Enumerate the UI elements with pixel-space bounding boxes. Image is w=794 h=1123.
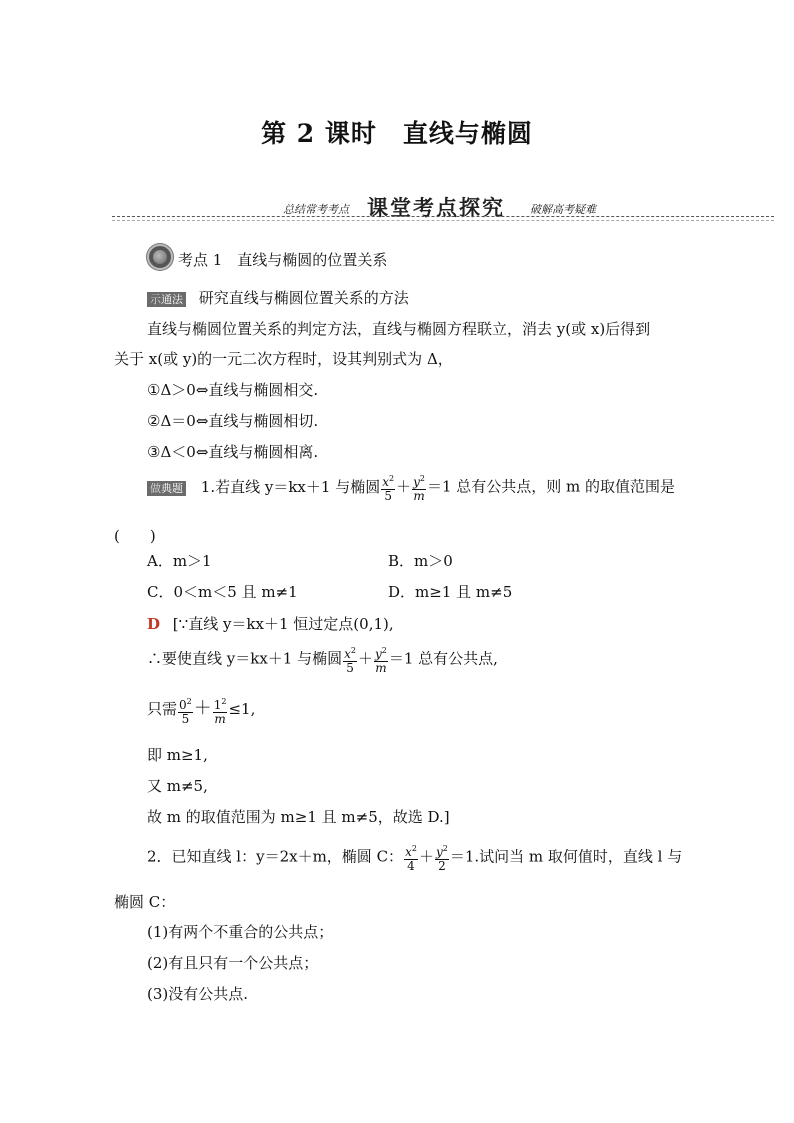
fraction-y2-over-m-sol: $\frac{y^2}{m}$	[375, 646, 387, 675]
fraction-0sq-over-5: $\frac{0^2}{5}$	[179, 696, 192, 726]
fraction-x2-over-5: $\frac{x^2}{5}$	[382, 474, 395, 503]
question-2-stem-cont: 椭圆 C：	[114, 893, 176, 911]
solution-line-4: 即 m≥1,	[147, 746, 208, 764]
method-case-1: ①Δ＞0⇔直线与椭圆相交.	[147, 381, 319, 399]
kaodian-heading: 考点 1 直线与椭圆的位置关系	[178, 251, 388, 269]
option-a: A．m＞1	[147, 552, 212, 570]
banner-divider	[112, 216, 774, 217]
tongfa-text: 研究直线与椭圆位置关系的方法	[198, 289, 409, 307]
question-2-item-2: (2)有且只有一个公共点；	[147, 954, 319, 972]
fraction-y2-over-m: $\frac{y^2}{m}$	[413, 474, 425, 503]
answer-letter: D	[147, 615, 161, 633]
tongfa-tag: 示通法	[147, 292, 186, 307]
method-case-2: ②Δ＝0⇔直线与椭圆相切.	[147, 412, 319, 430]
solution-line-2: ∴要使直线 y＝kx＋1 与椭圆 $\frac{x^2}{5}$ ＋ $\frac{y^2}{m}$ ＝1 总有公共点,	[147, 646, 498, 675]
solution-line-3: 只需 $\frac{0^2}{5}$ ＋ $\frac{1^2}{m}$ ≤1,	[147, 696, 256, 726]
method-line-2: 关于 x(或 y)的一元二次方程时，设其判别式为 Δ，	[114, 350, 453, 368]
banner-divider-secondary	[112, 220, 774, 221]
banner-right-text: 破解高考疑难	[530, 203, 596, 216]
option-b: B．m＞0	[388, 552, 453, 570]
fraction-x2-over-4: $\frac{x^2}{4}$	[405, 844, 417, 873]
method-line-1: 直线与椭圆位置关系的判定方法，直线与椭圆方程联立，消去 y(或 x)后得到	[147, 320, 651, 338]
banner-title: 课堂考点探究	[367, 195, 505, 220]
dianti-tag: 做典题	[147, 481, 186, 496]
fraction-1sq-over-m: $\frac{1^2}{m}$	[213, 696, 227, 726]
question-2-item-3: (3)没有公共点.	[147, 985, 249, 1003]
question-1-paren: ( )	[114, 527, 156, 545]
option-d: D．m≥1 且 m≠5	[388, 583, 513, 601]
method-case-3: ③Δ＜0⇔直线与椭圆相离.	[147, 443, 319, 461]
question-2-item-1: (1)有两个不重合的公共点；	[147, 923, 334, 941]
page-title: 第 2 课时 直线与椭圆	[261, 119, 533, 148]
solution-line-6: 故 m 的取值范围为 m≥1 且 m≠5，故选 D.]	[147, 808, 450, 826]
question-1-stem: 做典题 1.若直线 y＝kx＋1 与椭圆 $\frac{x^2}{5}$ ＋ $\frac{y^2}{m}$ ＝1 总有公共点，则 m 的取值范围是	[147, 472, 675, 503]
solution-line-1: D [∵直线 y＝kx＋1 恒过定点(0,1),	[147, 615, 394, 633]
circle-bullet-icon	[147, 244, 173, 270]
fraction-y2-over-2: $\frac{y^2}{2}$	[435, 844, 448, 873]
option-c: C．0＜m＜5 且 m≠1	[147, 583, 298, 601]
tongfa-row	[147, 287, 409, 308]
banner-left-text: 总结常考考点	[283, 203, 349, 216]
question-2-stem: 2．已知直线 l：y＝2x＋m，椭圆 C： $\frac{x^2}{4}$ ＋ $\frac{y^2}{2}$ ＝1.试问当 m 取何值时，直线 l 与	[147, 844, 683, 873]
fraction-x2-over-5-sol: $\frac{x^2}{5}$	[344, 646, 356, 675]
solution-line-5: 又 m≠5,	[147, 777, 208, 795]
